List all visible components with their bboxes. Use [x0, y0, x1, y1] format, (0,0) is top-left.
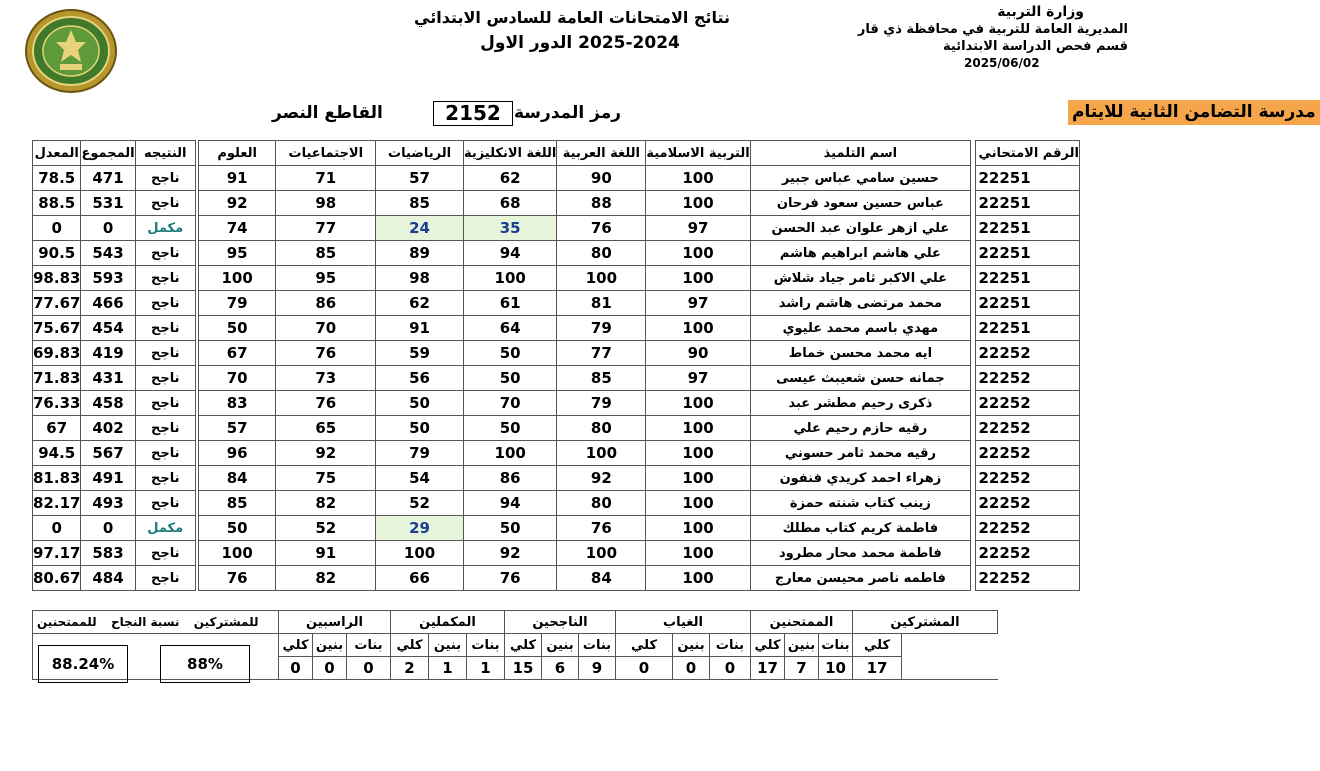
- ministry-seal-icon: [24, 8, 118, 94]
- cell-science: 96: [198, 441, 276, 466]
- cell-social: 76: [276, 391, 376, 416]
- absent-girls: 0: [710, 657, 751, 680]
- col-science: العلوم: [198, 141, 276, 166]
- cell-name: رقيه محمد ثامر حسوني: [750, 441, 970, 466]
- sub-girls: بنات: [467, 634, 505, 657]
- cell-name: زهراء احمد كريدي فنفون: [750, 466, 970, 491]
- cell-english: 68: [463, 191, 556, 216]
- cell-islamic: 100: [646, 516, 750, 541]
- cell-result: ناجح: [135, 266, 195, 291]
- cell-science: 100: [198, 266, 276, 291]
- cell-total: 531: [81, 191, 135, 216]
- stats-group-row: [33, 611, 1048, 634]
- cell-science: 91: [198, 166, 276, 191]
- ministry-header: [857, 4, 1128, 94]
- cell-name: رقيه حازم رحيم علي: [750, 416, 970, 441]
- cell-english: 86: [463, 466, 556, 491]
- cell-arabic: 90: [557, 166, 646, 191]
- cell-average: 78.5: [33, 166, 81, 191]
- cell-science: 57: [198, 416, 276, 441]
- col-average: المعدل: [33, 141, 81, 166]
- cell-total: 419: [81, 341, 135, 366]
- cell-arabic: 81: [557, 291, 646, 316]
- cell-math: 59: [376, 341, 464, 366]
- cell-id: 22252: [975, 341, 1080, 366]
- table-row: [33, 341, 1080, 366]
- cell-islamic: 100: [646, 541, 750, 566]
- sector-name: القاطع النصر: [272, 103, 383, 123]
- cell-average: 75.67: [33, 316, 81, 341]
- cell-arabic: 76: [557, 516, 646, 541]
- cell-social: 86: [276, 291, 376, 316]
- school-code-label: رمز المدرسة: [514, 103, 622, 123]
- cell-english: 50: [463, 516, 556, 541]
- passed-boys: 6: [542, 657, 579, 680]
- cell-islamic: 100: [646, 266, 750, 291]
- cell-science: 76: [198, 566, 276, 591]
- school-name: مدرسة التضامن الثانية للايتام: [1068, 100, 1320, 125]
- cell-average: 81.83: [33, 466, 81, 491]
- cell-id: 22252: [975, 466, 1080, 491]
- cell-social: 71: [276, 166, 376, 191]
- cell-result: ناجح: [135, 191, 195, 216]
- participants-total: 17: [853, 657, 902, 680]
- cell-name: زينب كتاب شنته حمزة: [750, 491, 970, 516]
- for-participants-label: للمشتركين: [193, 615, 259, 629]
- cell-total: 466: [81, 291, 135, 316]
- examined-boys: 7: [785, 657, 819, 680]
- cell-islamic: 100: [646, 441, 750, 466]
- department-name: قسم فحص الدراسة الابتدائية: [943, 39, 1128, 54]
- cell-math: 56: [376, 366, 464, 391]
- cell-result: ناجح: [135, 491, 195, 516]
- table-row: [33, 516, 1080, 541]
- cell-average: 0: [33, 516, 81, 541]
- cell-english: 35: [463, 216, 556, 241]
- cell-math: 24: [376, 216, 464, 241]
- sub-boys: بنين: [785, 634, 819, 657]
- cell-islamic: 100: [646, 566, 750, 591]
- table-row: [33, 391, 1080, 416]
- cell-total: 402: [81, 416, 135, 441]
- cell-result: ناجح: [135, 316, 195, 341]
- cell-average: 77.67: [33, 291, 81, 316]
- cell-math: 52: [376, 491, 464, 516]
- cell-name: عباس حسين سعود فرحان: [750, 191, 970, 216]
- table-row: [33, 241, 1080, 266]
- cell-science: 100: [198, 541, 276, 566]
- cell-english: 100: [463, 441, 556, 466]
- col-total: المجموع: [81, 141, 135, 166]
- cell-social: 73: [276, 366, 376, 391]
- cell-math: 54: [376, 466, 464, 491]
- table-row: [33, 416, 1080, 441]
- table-row: [33, 166, 1080, 191]
- col-islamic: التربية الاسلامية: [646, 141, 750, 166]
- group-incomplete: المكملين: [391, 611, 505, 634]
- cell-english: 94: [463, 241, 556, 266]
- cell-islamic: 100: [646, 241, 750, 266]
- cell-id: 22251: [975, 241, 1080, 266]
- cell-science: 74: [198, 216, 276, 241]
- cell-english: 61: [463, 291, 556, 316]
- cell-social: 85: [276, 241, 376, 266]
- cell-social: 70: [276, 316, 376, 341]
- cell-arabic: 92: [557, 466, 646, 491]
- cell-name: حسين سامي عباس جبير: [750, 166, 970, 191]
- cell-id: 22252: [975, 391, 1080, 416]
- cell-islamic: 100: [646, 391, 750, 416]
- examined-girls: 10: [819, 657, 853, 680]
- table-row: [33, 266, 1080, 291]
- cell-social: 65: [276, 416, 376, 441]
- cell-name: محمد مرتضى هاشم راشد: [750, 291, 970, 316]
- sub-total: كلي: [279, 634, 313, 657]
- cell-id: 22252: [975, 416, 1080, 441]
- cell-math: 57: [376, 166, 464, 191]
- cell-science: 95: [198, 241, 276, 266]
- cell-english: 76: [463, 566, 556, 591]
- cell-result: ناجح: [135, 341, 195, 366]
- cell-average: 76.33: [33, 391, 81, 416]
- cell-english: 92: [463, 541, 556, 566]
- group-absent: الغياب: [616, 611, 751, 634]
- sub-total: كلي: [751, 634, 785, 657]
- pass-rate-participants: 88%: [160, 645, 250, 683]
- cell-islamic: 100: [646, 166, 750, 191]
- cell-math: 98: [376, 266, 464, 291]
- sub-girls: بنات: [710, 634, 751, 657]
- cell-total: 431: [81, 366, 135, 391]
- cell-name: ايه محمد محسن خماط: [750, 341, 970, 366]
- cell-science: 50: [198, 316, 276, 341]
- table-row: [33, 291, 1080, 316]
- school-code: 2152: [433, 101, 513, 126]
- cell-name: فاطمة كريم كتاب مطلك: [750, 516, 970, 541]
- cell-result: مكمل: [135, 516, 195, 541]
- cell-math: 91: [376, 316, 464, 341]
- sub-boys: بنين: [673, 634, 710, 657]
- cell-islamic: 100: [646, 491, 750, 516]
- cell-name: فاطمه ناصر محيسن معارج: [750, 566, 970, 591]
- col-english: اللغة الانكليزية: [463, 141, 556, 166]
- cell-arabic: 100: [557, 541, 646, 566]
- directorate-name: المديرية العامة للتربية في محافظة ذي قار: [857, 22, 1128, 37]
- cell-result: ناجح: [135, 541, 195, 566]
- col-name: اسم التلميذ: [750, 141, 970, 166]
- cell-math: 50: [376, 391, 464, 416]
- cell-id: 22251: [975, 291, 1080, 316]
- cell-social: 91: [276, 541, 376, 566]
- sub-total: كلي: [616, 634, 673, 657]
- cell-id: 22251: [975, 216, 1080, 241]
- cell-name: علي هاشم ابراهيم هاشم: [750, 241, 970, 266]
- cell-total: 491: [81, 466, 135, 491]
- cell-total: 471: [81, 166, 135, 191]
- cell-total: 567: [81, 441, 135, 466]
- sub-boys: بنين: [313, 634, 347, 657]
- cell-arabic: 79: [557, 316, 646, 341]
- table-header-row: [33, 141, 1080, 166]
- col-math: الرياضيات: [376, 141, 464, 166]
- cell-english: 64: [463, 316, 556, 341]
- cell-name: علي الاكبر ثامر جياد شلاش: [750, 266, 970, 291]
- table-row: [33, 541, 1080, 566]
- cell-result: ناجح: [135, 366, 195, 391]
- examined-total: 17: [751, 657, 785, 680]
- pass-rate-header: [33, 611, 279, 634]
- cell-total: 543: [81, 241, 135, 266]
- cell-arabic: 77: [557, 341, 646, 366]
- cell-islamic: 97: [646, 216, 750, 241]
- cell-science: 83: [198, 391, 276, 416]
- group-failed: الراسبين: [279, 611, 391, 634]
- cell-id: 22251: [975, 166, 1080, 191]
- cell-social: 82: [276, 491, 376, 516]
- cell-total: 454: [81, 316, 135, 341]
- for-examined-label: للممتحنين: [37, 615, 97, 629]
- failed-girls: 0: [347, 657, 391, 680]
- col-result: النتيجه: [135, 141, 195, 166]
- cell-science: 70: [198, 366, 276, 391]
- cell-total: 458: [81, 391, 135, 416]
- cell-average: 67: [33, 416, 81, 441]
- col-social: الاجتماعيات: [276, 141, 376, 166]
- cell-id: 22252: [975, 491, 1080, 516]
- cell-math: 89: [376, 241, 464, 266]
- cell-arabic: 88: [557, 191, 646, 216]
- cell-math: 62: [376, 291, 464, 316]
- sub-total: كلي: [853, 634, 902, 657]
- cell-islamic: 90: [646, 341, 750, 366]
- table-row: [33, 366, 1080, 391]
- sub-total: كلي: [391, 634, 429, 657]
- cell-average: 80.67: [33, 566, 81, 591]
- cell-average: 0: [33, 216, 81, 241]
- report-title: نتائج الامتحانات العامة للسادس الابتدائي: [414, 8, 730, 27]
- cell-average: 90.5: [33, 241, 81, 266]
- cell-social: 82: [276, 566, 376, 591]
- cell-science: 85: [198, 491, 276, 516]
- cell-id: 22252: [975, 516, 1080, 541]
- cell-total: 0: [81, 216, 135, 241]
- sub-girls: بنات: [579, 634, 616, 657]
- cell-math: 85: [376, 191, 464, 216]
- cell-id: 22251: [975, 266, 1080, 291]
- cell-average: 69.83: [33, 341, 81, 366]
- cell-result: ناجح: [135, 166, 195, 191]
- report-date: 2025/06/02: [964, 56, 1040, 70]
- table-row: [33, 441, 1080, 466]
- cell-english: 70: [463, 391, 556, 416]
- incomplete-total: 2: [391, 657, 429, 680]
- cell-arabic: 80: [557, 416, 646, 441]
- failed-boys: 0: [313, 657, 347, 680]
- table-row: [33, 566, 1080, 591]
- pass-rate-label: نسبة النجاح: [111, 615, 180, 629]
- cell-average: 82.17: [33, 491, 81, 516]
- table-row: [33, 316, 1080, 341]
- cell-result: مكمل: [135, 216, 195, 241]
- cell-average: 88.5: [33, 191, 81, 216]
- cell-science: 92: [198, 191, 276, 216]
- failed-total: 0: [279, 657, 313, 680]
- cell-total: 583: [81, 541, 135, 566]
- group-examined: الممتحنين: [751, 611, 853, 634]
- passed-total: 15: [505, 657, 542, 680]
- cell-islamic: 100: [646, 316, 750, 341]
- table-row: [33, 191, 1080, 216]
- cell-average: 97.17: [33, 541, 81, 566]
- cell-arabic: 80: [557, 491, 646, 516]
- cell-science: 79: [198, 291, 276, 316]
- cell-english: 100: [463, 266, 556, 291]
- cell-science: 50: [198, 516, 276, 541]
- ministry-name: وزارة التربية: [997, 4, 1084, 20]
- pass-rate-examined: 88.24%: [38, 645, 128, 683]
- cell-social: 52: [276, 516, 376, 541]
- table-row: [33, 216, 1080, 241]
- cell-islamic: 100: [646, 416, 750, 441]
- cell-science: 84: [198, 466, 276, 491]
- cell-result: ناجح: [135, 241, 195, 266]
- cell-english: 94: [463, 491, 556, 516]
- cell-math: 100: [376, 541, 464, 566]
- cell-name: ذكرى رحيم مطشر عبد: [750, 391, 970, 416]
- cell-arabic: 80: [557, 241, 646, 266]
- cell-name: جمانه حسن شعيبث عيسى: [750, 366, 970, 391]
- cell-social: 76: [276, 341, 376, 366]
- cell-total: 0: [81, 516, 135, 541]
- cell-social: 98: [276, 191, 376, 216]
- cell-arabic: 79: [557, 391, 646, 416]
- cell-math: 29: [376, 516, 464, 541]
- cell-english: 50: [463, 366, 556, 391]
- absent-total: 0: [616, 657, 673, 680]
- col-id: الرقم الامتحاني: [975, 141, 1080, 166]
- cell-result: ناجح: [135, 466, 195, 491]
- cell-id: 22251: [975, 191, 1080, 216]
- cell-id: 22252: [975, 441, 1080, 466]
- group-participants: المشتركين: [853, 611, 998, 634]
- sub-total: كلي: [505, 634, 542, 657]
- cell-social: 95: [276, 266, 376, 291]
- cell-id: 22251: [975, 316, 1080, 341]
- cell-average: 98.83: [33, 266, 81, 291]
- incomplete-boys: 1: [429, 657, 467, 680]
- cell-math: 66: [376, 566, 464, 591]
- cell-total: 593: [81, 266, 135, 291]
- cell-arabic: 100: [557, 441, 646, 466]
- cell-english: 50: [463, 341, 556, 366]
- absent-boys: 0: [673, 657, 710, 680]
- cell-average: 94.5: [33, 441, 81, 466]
- sub-boys: بنين: [429, 634, 467, 657]
- cell-result: ناجح: [135, 291, 195, 316]
- cell-name: مهدي باسم محمد عليوي: [750, 316, 970, 341]
- cell-islamic: 97: [646, 291, 750, 316]
- cell-arabic: 84: [557, 566, 646, 591]
- cell-english: 50: [463, 416, 556, 441]
- cell-arabic: 85: [557, 366, 646, 391]
- cell-science: 67: [198, 341, 276, 366]
- cell-arabic: 76: [557, 216, 646, 241]
- cell-islamic: 100: [646, 466, 750, 491]
- cell-result: ناجح: [135, 416, 195, 441]
- col-arabic: اللغة العربية: [557, 141, 646, 166]
- group-passed: الناجحين: [505, 611, 616, 634]
- sub-girls: بنات: [819, 634, 853, 657]
- cell-id: 22252: [975, 566, 1080, 591]
- cell-result: ناجح: [135, 566, 195, 591]
- cell-social: 75: [276, 466, 376, 491]
- cell-islamic: 97: [646, 366, 750, 391]
- sub-girls: بنات: [347, 634, 391, 657]
- cell-math: 79: [376, 441, 464, 466]
- table-row: [33, 491, 1080, 516]
- sub-boys: بنين: [542, 634, 579, 657]
- cell-social: 77: [276, 216, 376, 241]
- cell-id: 22252: [975, 541, 1080, 566]
- report-subtitle: 2025-2024 الدور الاول: [480, 33, 680, 53]
- passed-girls: 9: [579, 657, 616, 680]
- results-table: [32, 140, 1080, 591]
- cell-total: 484: [81, 566, 135, 591]
- cell-arabic: 100: [557, 266, 646, 291]
- cell-name: علي ازهر علوان عبد الحسن: [750, 216, 970, 241]
- cell-islamic: 100: [646, 191, 750, 216]
- cell-name: فاطمة محمد محار مطرود: [750, 541, 970, 566]
- cell-math: 50: [376, 416, 464, 441]
- incomplete-girls: 1: [467, 657, 505, 680]
- table-row: [33, 466, 1080, 491]
- cell-social: 92: [276, 441, 376, 466]
- cell-id: 22252: [975, 366, 1080, 391]
- cell-total: 493: [81, 491, 135, 516]
- cell-result: ناجح: [135, 441, 195, 466]
- cell-average: 71.83: [33, 366, 81, 391]
- cell-result: ناجح: [135, 391, 195, 416]
- cell-english: 62: [463, 166, 556, 191]
